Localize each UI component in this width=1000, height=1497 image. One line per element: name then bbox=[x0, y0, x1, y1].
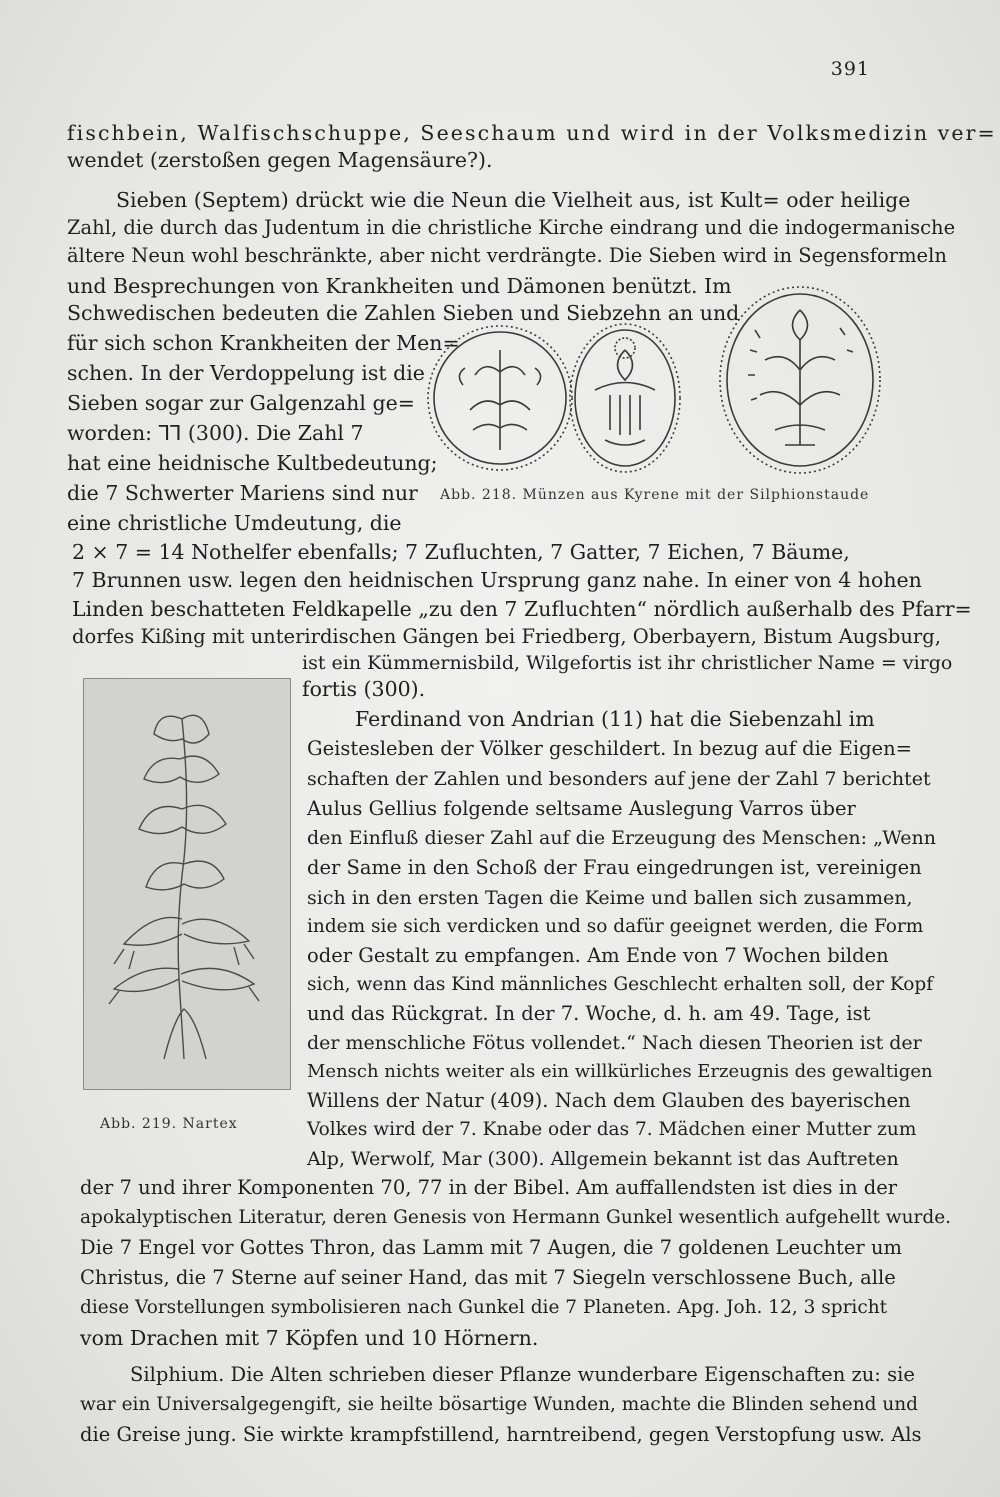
text-line: Willens der Natur (409). Nach dem Glauben des bayerischen bbox=[307, 1089, 911, 1112]
text-line: eine christliche Umdeutung, die bbox=[67, 511, 402, 535]
text-line: apokalyptischen Literatur, deren Genesis von Hermann Gunkel wesentlich aufgehellt wurde. bbox=[80, 1207, 952, 1228]
text-line: hat eine heidnische Kultbedeutung; bbox=[67, 451, 438, 475]
text-line: Schwedischen bedeuten die Zahlen Sieben und Siebzehn an und bbox=[67, 301, 740, 325]
text-line: Aulus Gellius folgende seltsame Auslegung Varros über bbox=[307, 797, 856, 820]
text-line: schaften der Zahlen und besonders auf jene der Zahl 7 berichtet bbox=[307, 768, 931, 790]
text-line: oder Gestalt zu empfangen. Am Ende von 7 Wochen bilden bbox=[307, 944, 889, 967]
text-line: die Greise jung. Sie wirkte krampfstillend, harntreibend, gegen Verstopfung usw. Als bbox=[80, 1423, 922, 1446]
figure-219-caption: Abb. 219. Nartex bbox=[100, 1116, 238, 1132]
text-line: Linden beschatteten Feldkapelle „zu den 7 Zufluchten“ nördlich außerhalb des Pfarr= bbox=[72, 597, 972, 621]
text-line: dorfes Kißing mit unterirdischen Gängen bei Friedberg, Oberbayern, Bistum Augsburg, bbox=[72, 625, 941, 648]
page-number: 391 bbox=[830, 58, 870, 80]
text-line: den Einfluß dieser Zahl auf die Erzeugung des Menschen: „Wenn bbox=[307, 827, 936, 849]
text-line: fortis (300). bbox=[302, 677, 426, 701]
text-line: Sieben (Septem) drückt wie die Neun die Vielheit aus, ist Kult= oder heilige bbox=[116, 188, 911, 212]
text-line: schen. In der Verdoppelung ist die bbox=[67, 361, 425, 385]
text-line: wendet (zerstoßen gegen Magensäure?). bbox=[67, 148, 493, 172]
text-line: sich, wenn das Kind männliches Geschlecht erhalten soll, der Kopf bbox=[307, 974, 934, 995]
text-line: 7 Brunnen usw. legen den heidnischen Ursprung ganz nahe. In einer von 4 hohen bbox=[72, 568, 922, 592]
text-line: sich in den ersten Tagen die Keime und ballen sich zusammen, bbox=[307, 887, 913, 909]
text-line: der Same in den Schoß der Frau eingedrungen ist, vereinigen bbox=[307, 856, 922, 879]
coins-illustration bbox=[415, 280, 885, 485]
text-line: und das Rückgrat. In der 7. Woche, d. h. am 49. Tage, ist bbox=[307, 1002, 871, 1025]
narthex-illustration-frame bbox=[83, 678, 291, 1090]
text-line: Geistesleben der Völker geschildert. In bezug auf die Eigen= bbox=[307, 737, 912, 760]
text-line: Sieben sogar zur Galgenzahl ge= bbox=[67, 391, 415, 415]
text-line: Christus, die 7 Sterne auf seiner Hand, das mit 7 Siegeln verschlossene Buch, alle bbox=[80, 1266, 896, 1289]
narthex-plant-drawing bbox=[84, 679, 290, 1089]
text-line: 2 × 7 = 14 Nothelfer ebenfalls; 7 Zufluchten, 7 Gatter, 7 Eichen, 7 Bäume, bbox=[72, 540, 850, 564]
text-line: worden: ⅂⅂ (300). Die Zahl 7 bbox=[67, 421, 364, 445]
text-line: fischbein, Walfischschuppe, Seeschaum und wird in der Volksmedizin ver= bbox=[67, 121, 997, 145]
text-line: indem sie sich verdicken und so dafür geeignet werden, die Form bbox=[307, 916, 924, 937]
text-line: der menschliche Fötus vollendet.“ Nach diesen Theorien ist der bbox=[307, 1032, 922, 1054]
text-line: Volkes wird der 7. Knabe oder das 7. Mädchen einer Mutter zum bbox=[307, 1119, 917, 1140]
text-line: ist ein Kümmernisbild, Wilgefortis ist ihr christlicher Name = virgo bbox=[302, 652, 953, 674]
text-line: Ferdinand von Andrian (11) hat die Siebenzahl im bbox=[355, 707, 875, 731]
text-line: der 7 und ihrer Komponenten 70, 77 in der Bibel. Am auffallendsten ist dies in der bbox=[80, 1176, 898, 1199]
figure-218-caption: Abb. 218. Münzen aus Kyrene mit der Silphionstaude bbox=[440, 487, 870, 503]
text-line: Zahl, die durch das Judentum in die christliche Kirche eindrang und die indogermanische bbox=[67, 216, 956, 239]
text-line: vom Drachen mit 7 Köpfen und 10 Hörnern. bbox=[80, 1326, 539, 1350]
text-line: und Besprechungen von Krankheiten und Dämonen benützt. Im bbox=[67, 274, 732, 298]
text-line: war ein Universalgegengift, sie heilte bösartige Wunden, machte die Blinden sehend und bbox=[80, 1394, 919, 1415]
text-line: ältere Neun wohl beschränkte, aber nicht verdrängte. Die Sieben wird in Segensformeln bbox=[67, 244, 947, 267]
text-line: für sich schon Krankheiten der Men= bbox=[67, 331, 460, 355]
text-line: Alp, Werwolf, Mar (300). Allgemein bekannt ist das Auftreten bbox=[307, 1148, 899, 1170]
text-line: Die 7 Engel vor Gottes Thron, das Lamm mit 7 Augen, die 7 goldenen Leuchter um bbox=[80, 1236, 902, 1259]
text-line: die 7 Schwerter Mariens sind nur bbox=[67, 481, 418, 505]
text-line: Mensch nichts weiter als ein willkürliches Erzeugnis des gewaltigen bbox=[307, 1061, 933, 1082]
text-line: diese Vorstellungen symbolisieren nach Gunkel die 7 Planeten. Apg. Joh. 12, 3 spricht bbox=[80, 1297, 888, 1318]
text-line: Silphium. Die Alten schrieben dieser Pflanze wunderbare Eigenschaften zu: sie bbox=[130, 1363, 915, 1386]
